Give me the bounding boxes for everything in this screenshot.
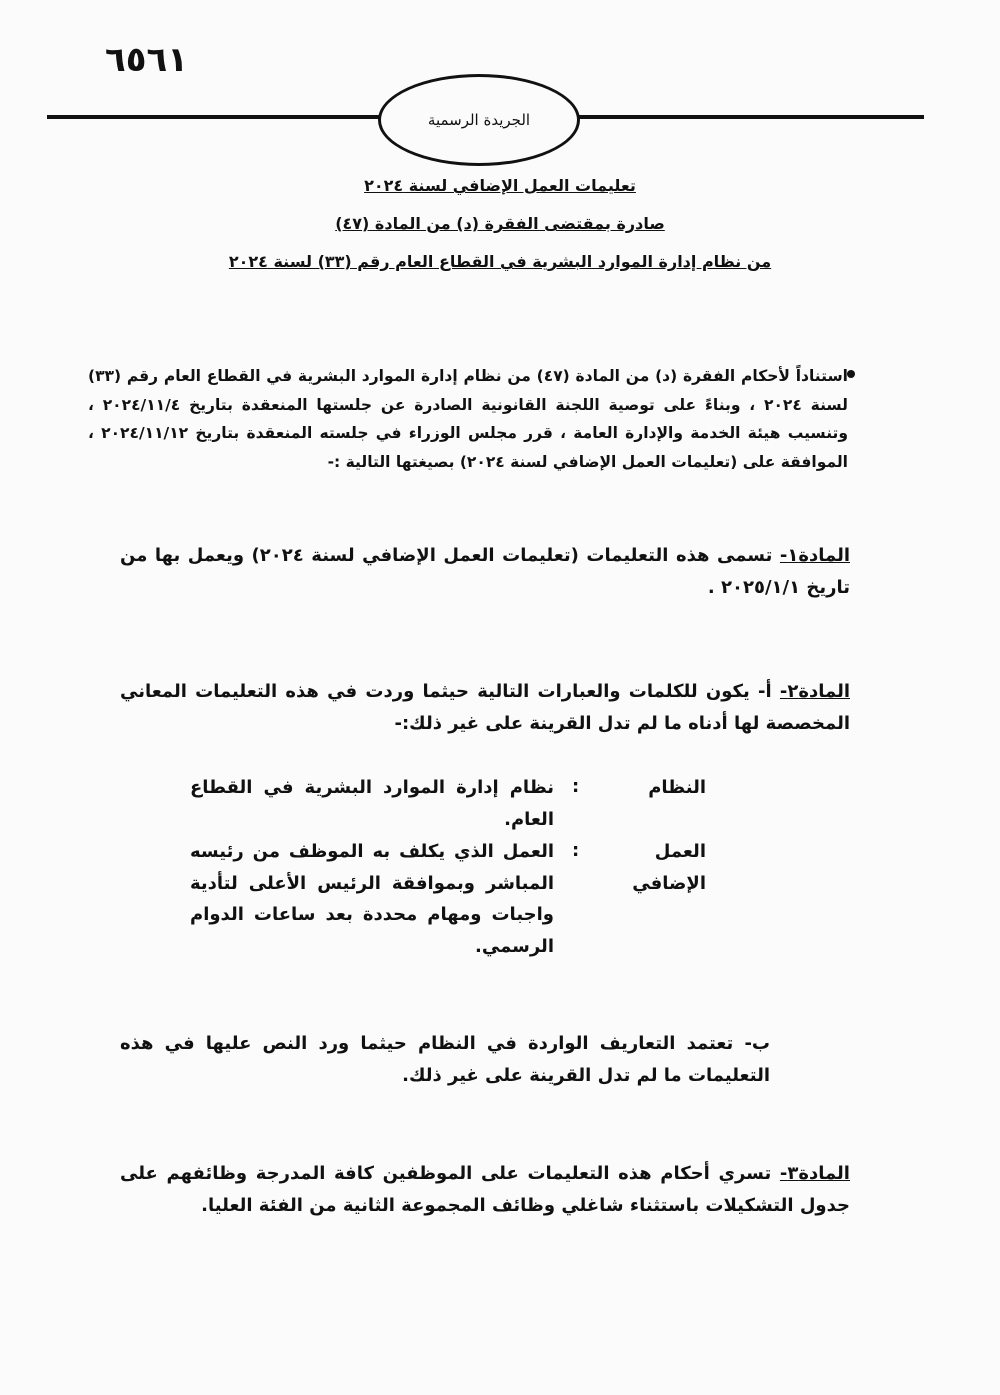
- masthead-seal: [378, 74, 580, 166]
- page-number: ٦٥٦١: [105, 40, 189, 80]
- header-rule-left: [47, 115, 387, 119]
- article-3: [120, 1158, 850, 1222]
- article-2-text-a: أ- يكون للكلمات والعبارات التالية حيثما وردت في هذه التعليمات المعاني المخصصة لها أدناه ما لم تدل القرينة على غير ذلك:-: [120, 681, 850, 734]
- title-line-3: من نظام إدارة الموارد البشرية في القطاع العام رقم (٣٣) لسنة ٢٠٢٤: [228, 252, 772, 271]
- title-line-1: تعليمات العمل الإضافي لسنة ٢٠٢٤: [364, 176, 636, 195]
- document-subtitle-2: [150, 252, 850, 271]
- article-2-paragraph-b: ب- تعتمد التعاريف الواردة في النظام حيثما ورد النص عليها في هذه التعليمات ما لم تدل القرينة على غير ذلك.: [120, 1033, 770, 1086]
- article-1-label: المادة١-: [779, 545, 850, 566]
- article-2: [120, 676, 850, 740]
- article-2-label: المادة٢-: [779, 681, 850, 702]
- masthead-title: الجريدة الرسمية: [427, 111, 531, 129]
- definition-meaning: نظام إدارة الموارد البشرية في القطاع العام.: [190, 777, 554, 830]
- preamble-paragraph: استناداً لأحكام الفقرة (د) من المادة (٤٧) من نظام إدارة الموارد البشرية في القطاع العام رقم (٣٣) لسنة ٢٠٢٤ ، وبناءً على توصية اللجنة القانونية الصادرة عن جلستها المنعقدة بتاريخ ٢٠٢٤/١١/٤ ، وتنسيب هيئة الخدمة والإدارة العامة ، قرر مجلس الوزراء في جلسته المنعقدة بتاريخ ٢٠٢٤/١١/١٢ ، الموافقة على (تعليمات العمل الإضافي لسنة ٢٠٢٤) بصيغتها التالية :-: [88, 367, 848, 471]
- definition-meaning: العمل الذي يكلف به الموظف من رئيسه المباشر وبموافقة الرئيس الأعلى لتأدية واجبات ومهام محددة بعد ساعات الدوام الرسمي.: [190, 841, 554, 957]
- document-subtitle: [150, 214, 850, 233]
- article-1: [120, 540, 850, 604]
- definition-term: النظام: [648, 777, 706, 798]
- document-title: [150, 176, 850, 195]
- article-1-text: تسمى هذه التعليمات (تعليمات العمل الإضافي لسنة ٢٠٢٤) ويعمل بها من تاريخ ٢٠٢٥/١/١ .: [120, 545, 850, 598]
- article-3-label: المادة٣-: [779, 1163, 850, 1184]
- header-rule-right: [570, 115, 924, 119]
- bullet-icon: [847, 370, 855, 378]
- article-3-text: تسري أحكام هذه التعليمات على الموظفين كافة المدرجة وظائفهم على جدول التشكيلات باستثناء شاغلي وظائف المجموعة الثانية من الفئة العليا.: [120, 1163, 850, 1216]
- definition-term: العمل الإضافي: [632, 841, 706, 894]
- definition-colon: :: [572, 776, 580, 797]
- title-line-2: صادرة بمقتضى الفقرة (د) من المادة (٤٧): [335, 214, 665, 233]
- definition-colon: :: [572, 840, 580, 861]
